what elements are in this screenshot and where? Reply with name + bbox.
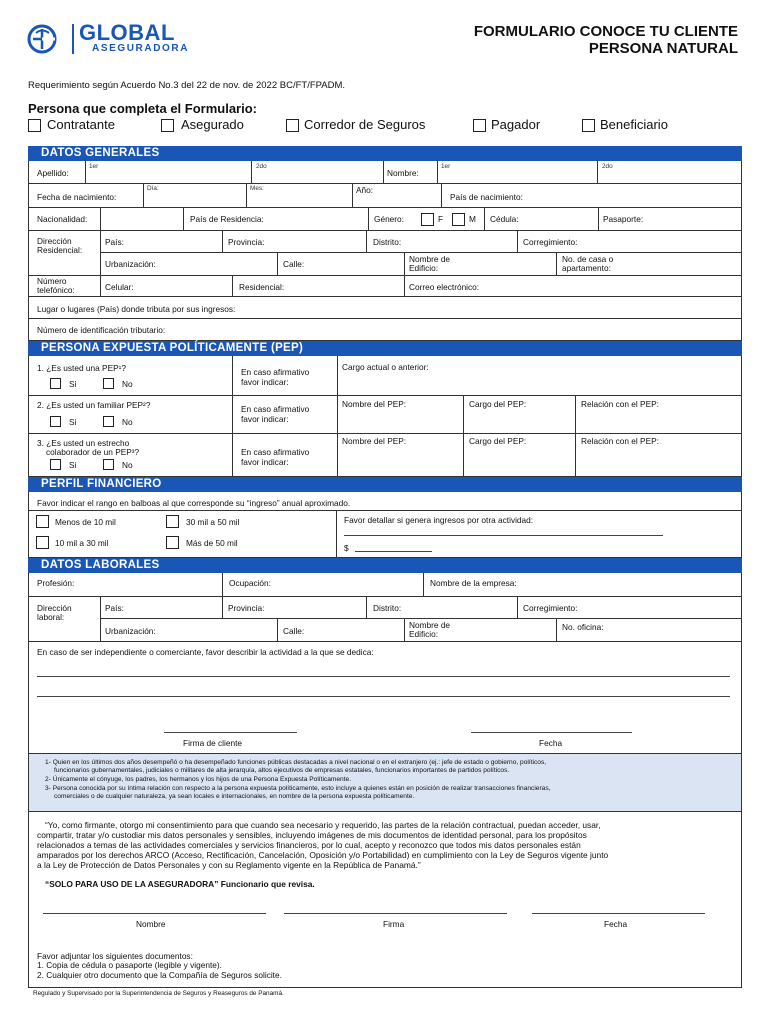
ingreso-10-30-checkbox[interactable] bbox=[36, 536, 49, 549]
footnote-2: 2- Únicamente el cónyuge, los padres, los hermanos y los hijos de una Persona Expuesta Políticamente. bbox=[45, 776, 352, 783]
pep-q2-no-checkbox[interactable] bbox=[103, 416, 114, 427]
firma-cliente-label: Firma de cliente bbox=[183, 738, 243, 748]
documents-item-1: 1. Copia de cédula o pasaporte (legible y vigente). bbox=[37, 960, 222, 970]
apellido-1er: 1er bbox=[89, 163, 99, 170]
nombre-1er-field[interactable] bbox=[438, 171, 596, 182]
brand-name: GLOBAL bbox=[79, 20, 175, 45]
nombre-label: Nombre: bbox=[387, 168, 419, 178]
nombre-2do: 2do bbox=[602, 163, 613, 170]
pep-q1-no-checkbox[interactable] bbox=[103, 378, 114, 389]
pep-q3-cargo-label: Cargo del PEP: bbox=[469, 436, 527, 446]
dir-res-corregimiento-label: Corregimiento: bbox=[523, 237, 578, 247]
dir-lab-corregimiento-label: Corregimiento: bbox=[523, 603, 578, 613]
pagador-label: Pagador bbox=[491, 117, 541, 132]
ingreso-menos-10-checkbox[interactable] bbox=[36, 515, 49, 528]
apellido-2do: 2do bbox=[256, 163, 267, 170]
contratante-checkbox[interactable] bbox=[28, 119, 41, 132]
pep-q2-nombre-label: Nombre del PEP: bbox=[342, 399, 407, 409]
pep-q1: 1. ¿Es usted una PEP¹? bbox=[37, 363, 127, 373]
pep-q3-no-label: No bbox=[122, 460, 133, 470]
reviewer-nombre-label: Nombre bbox=[136, 919, 166, 929]
consent-line-5: a la Ley de Protección de Datos Personales y con su Reglamento vigente en la República de Panamá.” bbox=[37, 860, 421, 870]
genero-f-label: F bbox=[438, 214, 444, 224]
form-title-line2: PERSONA NATURAL bbox=[588, 40, 738, 57]
pep-q2-si-checkbox[interactable] bbox=[50, 416, 61, 427]
dir-lab-pais-label: País: bbox=[105, 603, 124, 613]
fecha-nac-label: Fecha de nacimiento: bbox=[37, 192, 117, 202]
reviewer-firma-label: Firma bbox=[383, 919, 405, 929]
footnote-1: 1- Quien en los últimos dos años desempeñó o ha desempeñado funciones públicas destacadas a nivel nacional o en el extranjero (ej.: jefe de estado o gobierno, políticos, bbox=[45, 759, 547, 766]
pep-q3-no-checkbox[interactable] bbox=[103, 459, 114, 470]
documents-title: Favor adjuntar los siguientes documentos: bbox=[37, 951, 193, 961]
celular-label: Celular: bbox=[105, 282, 134, 292]
beneficiario-checkbox[interactable] bbox=[582, 119, 595, 132]
reviewer-fecha-label: Fecha bbox=[604, 919, 628, 929]
pep-q2: 2. ¿Es usted un familiar PEP²? bbox=[37, 400, 151, 410]
section-perfil-financiero: PERFIL FINANCIERO bbox=[28, 477, 742, 492]
apellido-label: Apellido: bbox=[37, 168, 69, 178]
genero-m-checkbox[interactable] bbox=[452, 213, 465, 226]
dir-lab-no-oficina-label: No. oficina: bbox=[562, 622, 604, 632]
nombre-1er: 1er bbox=[441, 163, 451, 170]
pep-q1-si-label: Si bbox=[69, 379, 77, 389]
global-logo-icon bbox=[27, 24, 61, 54]
nombre-2do-field[interactable] bbox=[598, 171, 741, 182]
consent-line-4: amparados por los derechos ARCO (Acceso, Rectificación, Cancelación, Oposición y/o Portabilidad) en cumplimiento con la Ley de Seguros vigente junto bbox=[37, 850, 609, 860]
asegurado-checkbox[interactable] bbox=[161, 119, 174, 132]
pep-q2-no-label: No bbox=[122, 417, 133, 427]
pep-q3-line2: colaborador de un PEP³? bbox=[46, 447, 140, 457]
dir-lab-urbanizacion-label: Urbanización: bbox=[105, 626, 156, 636]
ocupacion-label: Ocupación: bbox=[229, 578, 271, 588]
dir-res-distrito-label: Distrito: bbox=[373, 237, 402, 247]
beneficiario-label: Beneficiario bbox=[600, 117, 668, 132]
pasaporte-label: Pasaporte: bbox=[603, 214, 644, 224]
genero-m-label: M bbox=[469, 214, 476, 224]
otra-actividad-amount-field[interactable] bbox=[355, 541, 432, 552]
dir-res-label: Dirección Residencial: bbox=[37, 236, 83, 255]
dia-label: Día: bbox=[147, 185, 159, 192]
genero-label: Género: bbox=[374, 214, 404, 224]
corredor-checkbox[interactable] bbox=[286, 119, 299, 132]
pagador-checkbox[interactable] bbox=[473, 119, 486, 132]
tributa-label: Lugar o lugares (País) donde tributa por sus ingresos: bbox=[37, 304, 236, 314]
dir-lab-calle-label: Calle: bbox=[283, 626, 305, 636]
footnote-3: 3- Persona conocida por su íntima relación con respecto a la persona expuesta políticamente, esto incluye a quienes están en posición de realizar transacciones financieras, bbox=[45, 785, 551, 792]
dir-res-urbanizacion-label: Urbanización: bbox=[105, 259, 156, 269]
perfil-instruction: Favor indicar el rango en balboas al que corresponde su “ingreso” anual aproximado. bbox=[37, 498, 351, 508]
ingreso-mas-50-checkbox[interactable] bbox=[166, 536, 179, 549]
cedula-label: Cédula: bbox=[490, 214, 519, 224]
correo-label: Correo electrónico: bbox=[409, 282, 480, 292]
consent-line-1: “Yo, como firmante, otorgo mi consentimiento para que cuando sea necesario y requerido, las partes de la relación contractual, puedan acceder, usar, bbox=[45, 820, 601, 830]
pep-q3-si-checkbox[interactable] bbox=[50, 459, 61, 470]
footnote-3b: comerciales o de cualquier naturaleza, ya sean locales e internacionales, en nombre de la persona expuesta políticamente. bbox=[54, 793, 415, 800]
apellido-1er-field[interactable] bbox=[86, 171, 250, 182]
requirement-text: Requerimiento según Acuerdo No.3 del 22 de nov. de 2022 BC/FT/FPADM. bbox=[28, 80, 346, 91]
ingreso-30-50-label: 30 mil a 50 mil bbox=[186, 517, 240, 527]
residencial-label: Residencial: bbox=[239, 282, 285, 292]
corredor-label: Corredor de Seguros bbox=[304, 117, 426, 132]
section-datos-laborales: DATOS LABORALES bbox=[28, 558, 742, 573]
pep-q1-no-label: No bbox=[122, 379, 133, 389]
dir-lab-distrito-label: Distrito: bbox=[373, 603, 402, 613]
pep-q3-nombre-label: Nombre del PEP: bbox=[342, 436, 407, 446]
pep-q2-relacion-label: Relación con el PEP: bbox=[581, 399, 659, 409]
regulator-footer: Regulado y Supervisado por la Superintendencia de Seguros y Reaseguros de Panamá. bbox=[33, 990, 284, 997]
dir-lab-label: Dirección laboral: bbox=[37, 603, 72, 622]
apellido-2do-field[interactable] bbox=[252, 171, 382, 182]
dir-res-provincia-label: Provincia: bbox=[228, 237, 265, 247]
pep-q2-si-label: Si bbox=[69, 417, 77, 427]
pais-nac-label: País de nacimiento: bbox=[450, 192, 523, 202]
consent-line-3: relacionados a temas de las actividades comerciales y servicios financieros, por lo cual, acepto y reconozco que todos mis datos personales están bbox=[37, 840, 581, 850]
ingreso-mas-50-label: Más de 50 mil bbox=[186, 538, 238, 548]
pep-q2-cargo-label: Cargo del PEP: bbox=[469, 399, 527, 409]
profesion-label: Profesión: bbox=[37, 578, 75, 588]
completer-title: Persona que completa el Formulario: bbox=[28, 101, 257, 116]
pep-q2-afirmativo: En caso afirmativo favor indicar: bbox=[241, 404, 310, 424]
section-datos-generales: DATOS GENERALES bbox=[28, 146, 742, 161]
telefono-label: Número telefónico: bbox=[37, 276, 75, 295]
anio-label: Año: bbox=[356, 185, 374, 195]
insurer-use-label: “SOLO PARA USO DE LA ASEGURADORA” Funcionario que revisa. bbox=[45, 879, 315, 889]
footnote-1b: funcionarios gubernamentales, judiciales o militares de alta jerarquía, altos ejecutivos de empresas estatales, funcionarios importantes de partidos políticos. bbox=[54, 767, 510, 774]
dir-lab-edificio-label: Nombre de Edificio: bbox=[409, 620, 451, 639]
ingreso-menos-10-label: Menos de 10 mil bbox=[55, 517, 116, 527]
nacionalidad-label: Nacionalidad: bbox=[37, 214, 88, 224]
section-pep: PERSONA EXPUESTA POLÍTICAMENTE (PEP) bbox=[28, 341, 742, 356]
documents-item-2: 2. Cualquier otro documento que la Compañía de Seguros solicite. bbox=[37, 970, 282, 980]
ingreso-10-30-label: 10 mil a 30 mil bbox=[55, 538, 109, 548]
pep-q1-afirmativo: En caso afirmativo favor indicar: bbox=[241, 367, 310, 387]
pep-q3-afirmativo: En caso afirmativo favor indicar: bbox=[241, 447, 310, 467]
fecha-cliente-label: Fecha bbox=[539, 738, 563, 748]
mes-label: Mes: bbox=[250, 185, 264, 192]
asegurado-label: Asegurado bbox=[181, 117, 244, 132]
empresa-label: Nombre de la empresa: bbox=[430, 578, 517, 588]
pep-q3-si-label: Si bbox=[69, 460, 77, 470]
contratante-label: Contratante bbox=[47, 117, 115, 132]
otra-actividad-label: Favor detallar si genera ingresos por otra actividad: bbox=[344, 515, 534, 525]
ingreso-30-50-checkbox[interactable] bbox=[166, 515, 179, 528]
pep-q1-si-checkbox[interactable] bbox=[50, 378, 61, 389]
consent-line-2: compartir, tratar y/o custodiar mis datos personales y sensibles, incluyendo imágenes de mis documentos de identidad personal, para los propósitos bbox=[37, 830, 587, 840]
pep-q3-relacion-label: Relación con el PEP: bbox=[581, 436, 659, 446]
form-title-line1: FORMULARIO CONOCE TU CLIENTE bbox=[473, 23, 738, 40]
pep-cargo-label: Cargo actual o anterior: bbox=[342, 362, 429, 372]
brand-subtitle: ASEGURADORA bbox=[92, 43, 190, 54]
genero-f-checkbox[interactable] bbox=[421, 213, 434, 226]
dir-res-pais-label: País: bbox=[105, 237, 124, 247]
logo-divider bbox=[72, 24, 74, 54]
independiente-label: En caso de ser independiente o comerciante, favor describir la actividad a la que se dedica: bbox=[37, 647, 374, 657]
dir-lab-provincia-label: Provincia: bbox=[228, 603, 265, 613]
dir-res-calle-label: Calle: bbox=[283, 259, 305, 269]
pep-q3-line1: 3. ¿Es usted un estrecho bbox=[37, 438, 130, 448]
dir-res-edificio-label: Nombre de Edificio: bbox=[409, 254, 451, 273]
pais-res-label: País de Residencia: bbox=[190, 214, 264, 224]
id-tributario-label: Número de identificación tributario: bbox=[37, 325, 166, 335]
dir-res-no-casa-label: No. de casa o apartamento: bbox=[562, 254, 614, 273]
currency-sign: $ bbox=[344, 543, 349, 553]
